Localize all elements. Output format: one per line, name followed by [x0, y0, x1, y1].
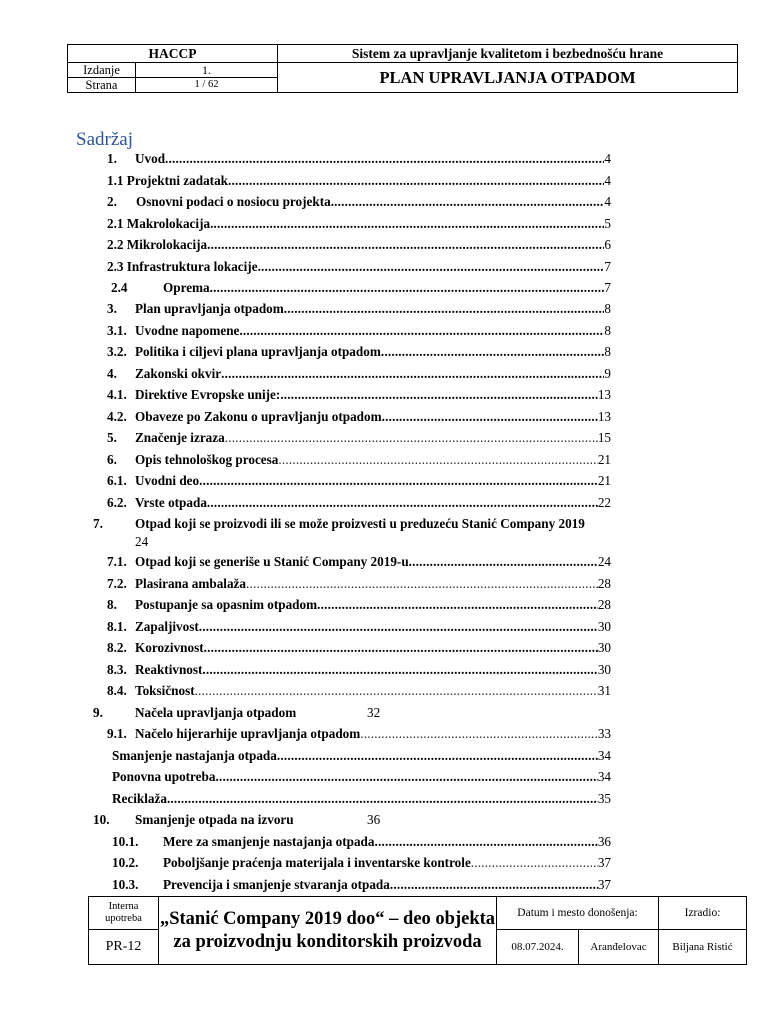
toc-entry-title: Direktive Evropske unije:	[135, 387, 281, 402]
toc-entry-title: Plasirana ambalaža	[135, 576, 246, 591]
toc-entry-page: 36	[367, 812, 381, 827]
document-code: PR-12	[89, 930, 159, 965]
toc-entry[interactable]	[0, 193, 768, 211]
toc-entry-number: 8.1.	[107, 619, 127, 634]
toc-entry-number: 4.2.	[107, 409, 127, 424]
toc-entry-page: 24	[597, 554, 611, 569]
toc-entry[interactable]	[0, 811, 768, 829]
toc-entry[interactable]	[0, 150, 768, 168]
toc-entry-number: 3.2.	[107, 344, 127, 359]
toc-entry-page: 5	[604, 216, 611, 231]
toc-entry-title: Obaveze po Zakonu o upravljanju otpadom	[135, 409, 382, 424]
document-title: PLAN UPRAVLJANJA OTPADOM	[278, 63, 738, 93]
toc-entry-number: 6.1.	[107, 473, 127, 488]
toc-entry-page: 31	[597, 683, 611, 698]
toc-entry-title: Oprema	[163, 280, 210, 295]
header-system: HACCP	[68, 45, 278, 63]
toc-entry-page: 7	[604, 259, 611, 274]
toc-entry-title: Postupanje sa opasnim otpadom	[135, 597, 318, 612]
toc-entry[interactable]	[0, 451, 768, 469]
toc-entry-title: Infrastruktura lokacije	[126, 259, 258, 274]
author-name: Biljana Ristić	[659, 930, 747, 965]
page-label: Strana	[68, 78, 136, 93]
toc-entry-title: Smanjenje otpada na izvoru	[135, 812, 294, 827]
toc-entry[interactable]	[0, 343, 768, 361]
toc-entry[interactable]	[0, 300, 768, 318]
toc-entry[interactable]	[0, 258, 768, 276]
toc-entry[interactable]	[0, 472, 768, 490]
header-subtitle: Sistem za upravljanje kvalitetom i bezbednošću hrane	[278, 45, 738, 63]
toc-entry-title: Zapaljivost	[135, 619, 199, 634]
toc-entry-page: 32	[367, 705, 381, 720]
toc-entry-number: 1.1	[107, 173, 124, 188]
toc-entry[interactable]	[0, 494, 768, 512]
toc-entry-page: 8	[604, 301, 611, 316]
toc-entry-title: Otpad koji se proizvodi ili se može proizvesti u preduzeću Stanić Company 2019	[135, 516, 585, 531]
toc-entry-page: 30	[597, 640, 611, 655]
adoption-date: 08.07.2024.	[497, 930, 579, 965]
toc-entry[interactable]	[0, 682, 768, 700]
adoption-label: Datum i mesto donošenja:	[497, 897, 659, 930]
toc-entry-page: 13	[597, 387, 611, 402]
toc-entry-title: Mikrolokacija	[126, 237, 208, 252]
toc-entry-page: 22	[597, 495, 611, 510]
toc-entry-page: 37	[597, 855, 611, 870]
toc-entry-number: 6.2.	[107, 495, 127, 510]
toc-entry[interactable]	[0, 172, 768, 190]
toc-entry-number: 8.3.	[107, 662, 127, 677]
company-name: „Stanić Company 2019 doo“ – deo objekta za proizvodnju konditorskih proizvoda	[159, 897, 497, 965]
toc-entry-page: 8	[604, 323, 611, 338]
toc-entry[interactable]	[0, 639, 768, 657]
toc-entry-page: 28	[597, 597, 611, 612]
toc-entry-page: 34	[597, 769, 611, 784]
toc-entry-title: Toksičnost	[135, 683, 195, 698]
toc-entry-title: Vrste otpada	[135, 495, 207, 510]
toc-entry-number: 10.2.	[112, 855, 139, 870]
toc-entry[interactable]	[0, 215, 768, 233]
toc-entry-number: 7.	[93, 516, 103, 531]
toc-entry-number: 2.4	[111, 280, 128, 295]
toc-entry-title: Osnovni podaci o nosiocu projekta	[136, 194, 331, 209]
toc-entry-page: 33	[597, 726, 611, 741]
document-header	[67, 44, 738, 93]
toc-entry[interactable]	[0, 833, 768, 851]
toc-entry-page: 35	[597, 791, 611, 806]
toc-entry-title: Značenje izraza	[135, 430, 225, 445]
toc-entry-page: 37	[597, 877, 611, 892]
toc-entry-page: 36	[597, 834, 611, 849]
toc-entry[interactable]	[0, 768, 768, 786]
toc-entry-number: 8.	[107, 597, 117, 612]
toc-entry-page: 4	[604, 194, 611, 209]
toc-entry-number: 6.	[107, 452, 117, 467]
toc-entry-title: Uvodne napomene	[135, 323, 240, 338]
toc-entry-page: 15	[597, 430, 611, 445]
toc-entry[interactable]	[0, 876, 768, 894]
toc-entry-page: 34	[597, 748, 611, 763]
toc-entry-number: 1.	[107, 151, 117, 166]
internal-use-label: Interna upotreba	[89, 897, 159, 930]
toc-entry-title: Plan upravljanja otpadom	[135, 301, 284, 316]
toc-entry[interactable]	[0, 429, 768, 447]
toc-entry-number: 5.	[107, 430, 117, 445]
toc-entry[interactable]	[0, 553, 768, 571]
toc-entry-title: Otpad koji se generiše u Stanić Company 2019-u	[135, 554, 409, 569]
toc-entry-page: 8	[604, 344, 611, 359]
toc-entry-number: 10.	[93, 812, 110, 827]
toc-entry-title: Projektni zadatak	[126, 173, 229, 188]
toc-entry-page: 21	[597, 473, 611, 488]
toc-entry[interactable]	[0, 661, 768, 679]
toc-entry[interactable]	[0, 854, 768, 872]
toc-entry-title: Uvod	[135, 151, 166, 166]
toc-entry-number: 7.1.	[107, 554, 127, 569]
author-label: Izradio:	[659, 897, 747, 930]
toc-entry-page: 28	[597, 576, 611, 591]
toc-entry-page: 7	[604, 280, 611, 295]
toc-entry-number: 2.3	[107, 259, 124, 274]
toc-entry-number: 4.1.	[107, 387, 127, 402]
page-number: 1 / 62	[136, 78, 278, 93]
toc-entry-title: Zakonski okvir	[135, 366, 222, 381]
toc-entry-title: Opis tehnološkog procesa	[135, 452, 279, 467]
toc-entry-title: Makrolokacija	[126, 216, 211, 231]
toc-entry-title: Reaktivnost	[135, 662, 203, 677]
toc-entry-number: 9.	[93, 705, 103, 720]
toc-entry-page: 6	[604, 237, 611, 252]
toc-entry-number: 9.1.	[107, 726, 127, 741]
toc-entry-number: 10.1.	[112, 834, 139, 849]
toc-entry[interactable]	[0, 747, 768, 765]
toc-entry-page: 13	[597, 409, 611, 424]
toc-entry[interactable]	[0, 279, 768, 297]
adoption-place: Aranđelovac	[579, 930, 659, 965]
toc-entry-page: 24	[135, 534, 149, 549]
toc-entry-page: 4	[604, 151, 611, 166]
toc-entry[interactable]	[0, 515, 768, 551]
toc-entry-title: Reciklaža	[112, 791, 167, 806]
toc-entry[interactable]	[0, 725, 768, 743]
toc-entry-title: Korozivnost	[135, 640, 204, 655]
toc-entry-title: Prevencija i smanjenje stvaranja otpada	[163, 877, 390, 892]
toc-entry[interactable]	[0, 408, 768, 426]
toc-entry-number: 2.	[107, 194, 117, 209]
toc-entry-title: Uvodni deo	[135, 473, 200, 488]
toc-entry[interactable]	[0, 704, 768, 722]
toc-entry[interactable]	[0, 322, 768, 340]
toc-heading: Sadržaj	[76, 129, 133, 150]
toc-entry-number: 2.1	[107, 216, 124, 231]
toc-entry-page: 30	[597, 619, 611, 634]
toc-entry-title: Načela upravljanja otpadom	[135, 705, 297, 720]
toc-entry[interactable]	[0, 618, 768, 636]
toc-entry-title: Ponovna upotreba	[112, 769, 216, 784]
toc-entry-number: 3.1.	[107, 323, 127, 338]
toc-entry-title: Poboljšanje praćenja materijala i inventarske kontrole	[163, 855, 471, 870]
document-footer	[88, 896, 747, 965]
toc-entry-number: 8.4.	[107, 683, 127, 698]
toc-entry-page: 9	[604, 366, 611, 381]
edition-label: Izdanje	[68, 63, 136, 78]
toc-entry-title: Smanjenje nastajanja otpada	[112, 748, 277, 763]
toc-entry-title: Mere za smanjenje nastajanja otpada	[163, 834, 375, 849]
toc-entry-page: 21	[597, 452, 611, 467]
toc-entry-number: 8.2.	[107, 640, 127, 655]
toc-entry-number: 10.3.	[112, 877, 139, 892]
toc-entry-page: 30	[597, 662, 611, 677]
toc-entry-number: 3.	[107, 301, 117, 316]
toc-entry[interactable]	[0, 596, 768, 614]
toc-entry[interactable]	[0, 236, 768, 254]
toc-entry-number: 2.2	[107, 237, 124, 252]
toc-entry[interactable]	[0, 790, 768, 808]
toc-entry-title: Načelo hijerarhije upravljanja otpadom	[135, 726, 361, 741]
toc-entry[interactable]	[0, 575, 768, 593]
toc-entry-number: 4.	[107, 366, 117, 381]
toc-entry-number: 7.2.	[107, 576, 127, 591]
toc-entry-title: Politika i ciljevi plana upravljanja otpadom	[135, 344, 381, 359]
toc-entry-page: 4	[604, 173, 611, 188]
toc-entry[interactable]	[0, 386, 768, 404]
edition-value: 1.	[136, 63, 278, 78]
toc-entry[interactable]	[0, 365, 768, 383]
